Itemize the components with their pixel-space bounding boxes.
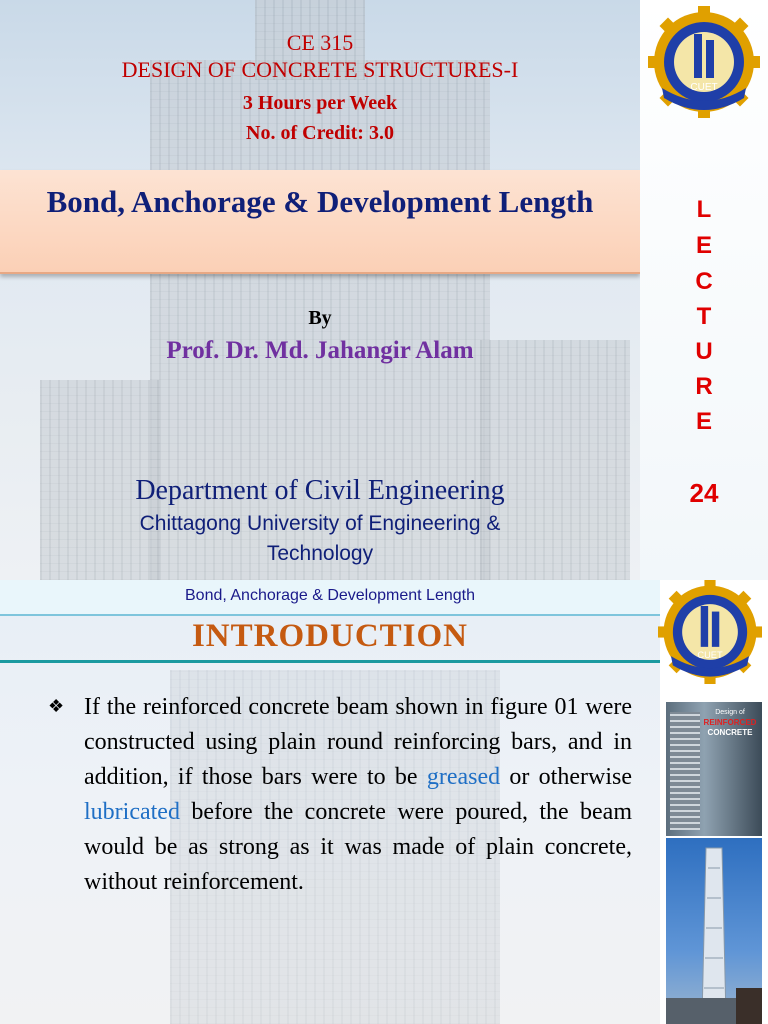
by-label: By	[308, 307, 332, 329]
department-name: Department of Civil Engineering	[135, 475, 505, 506]
paragraph-text: before the concrete were poured, the beam would be as strong as it was made of plain concrete, without reinforcement.	[84, 799, 632, 895]
book-cover-image	[666, 702, 762, 836]
cuet-logo	[648, 6, 760, 118]
paragraph-text: If the reinforced concrete beam shown in figure 01 were constructed using plain round reinforcing bars, and in addition, if those bars were to be	[84, 694, 632, 790]
paragraph-text: or otherwise	[500, 764, 632, 790]
lecture-letter: L	[696, 196, 712, 223]
lecture-number: 24	[689, 478, 719, 508]
slide-header-band	[0, 580, 660, 616]
highlight-lubricated: lubricated	[84, 799, 180, 825]
university-name-line2: Technology	[266, 542, 374, 565]
section-title: INTRODUCTION	[191, 618, 469, 654]
university-name-line1: Chittagong University of Engineering &	[139, 512, 501, 535]
book-building-photo	[670, 712, 700, 830]
book-title-line2: REINFORCED	[703, 718, 757, 727]
lecture-letter: E	[695, 408, 712, 435]
book-title-line3: CONCRETE	[707, 728, 753, 737]
lecture-letter: E	[695, 232, 712, 259]
course-code: CE 315	[286, 30, 354, 55]
highlight-greased: greased	[426, 764, 501, 790]
hours-per-week: 3 Hours per Week	[242, 92, 398, 114]
logo-text: CUET	[697, 650, 723, 660]
credit-count: No. of Credit: 3.0	[246, 122, 394, 144]
lecture-letter: U	[695, 338, 713, 365]
logo-text: CUET	[690, 82, 718, 93]
introduction-slide	[0, 580, 768, 1024]
bullet-diamond-icon: ❖	[48, 696, 65, 716]
section-divider	[0, 660, 660, 663]
lecture-letter: R	[695, 373, 713, 400]
cuet-logo	[658, 580, 762, 684]
book-title	[702, 708, 758, 738]
lecture-letter: T	[696, 303, 712, 330]
author-name: Prof. Dr. Md. Jahangir Alam	[166, 337, 474, 364]
intro-paragraph	[84, 690, 632, 900]
lecture-side-panel	[640, 0, 768, 580]
twisted-tower-photo	[666, 838, 762, 1024]
lecture-title-box	[0, 170, 640, 274]
slide-header-title: Bond, Anchorage & Development Length	[185, 587, 475, 604]
book-title-line1: Design of	[715, 709, 745, 716]
lecture-letter: C	[695, 268, 713, 295]
course-name: DESIGN OF CONCRETE STRUCTURES-I	[121, 57, 519, 82]
tower-illustration	[666, 838, 762, 1024]
lecture-title: Bond, Anchorage & Development Length	[46, 184, 594, 219]
